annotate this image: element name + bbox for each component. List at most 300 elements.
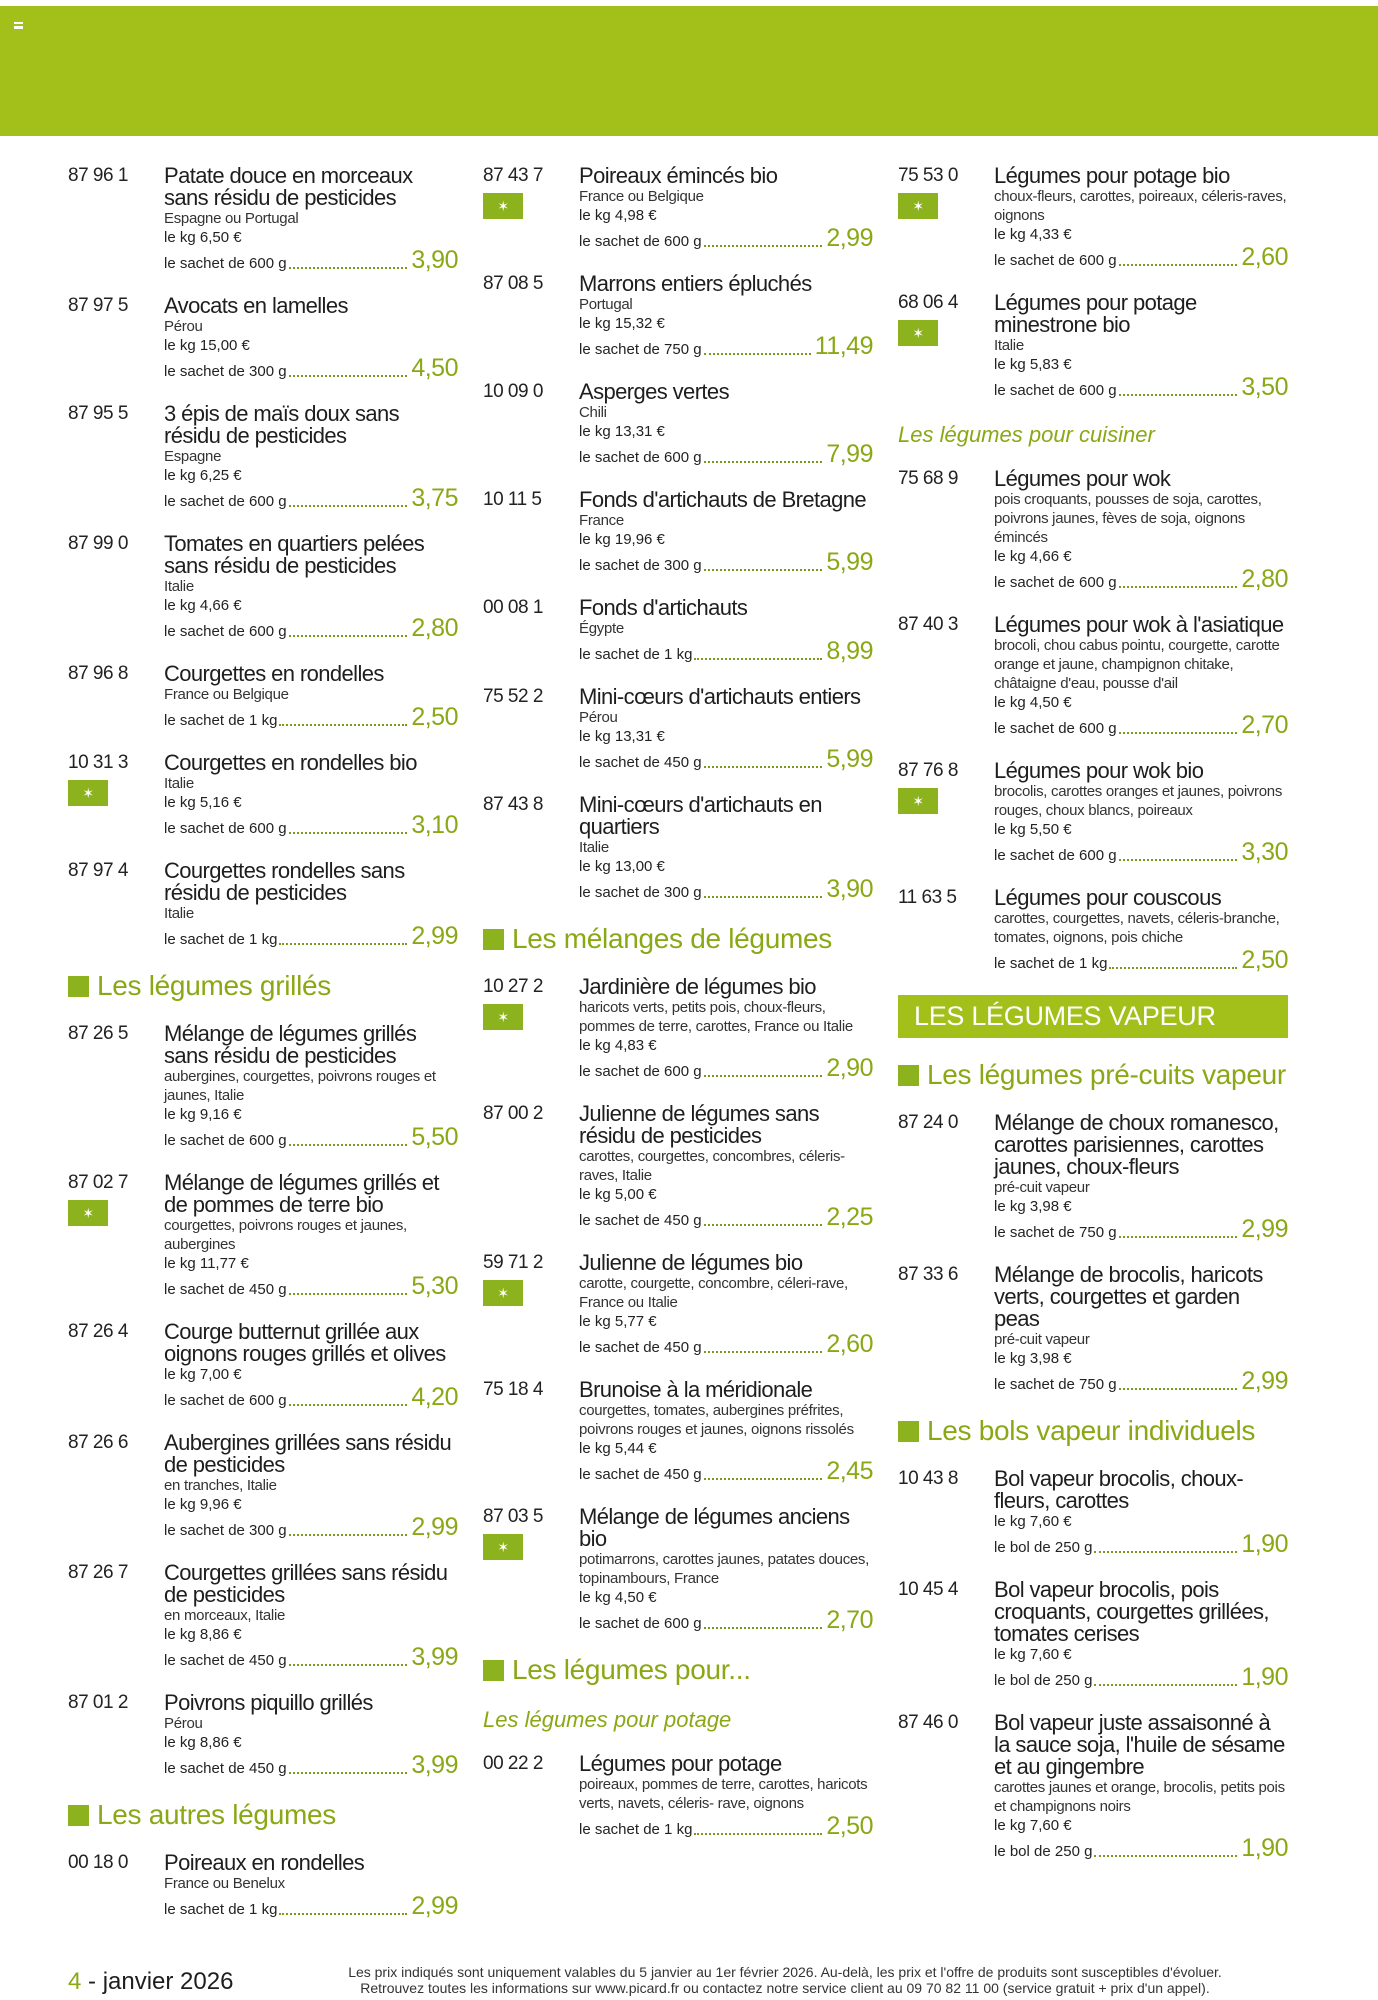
product-item[interactable]: [68, 1692, 458, 1778]
section-heading: [483, 924, 873, 954]
product-code-cell: [68, 1432, 164, 1540]
package-line: [164, 1514, 458, 1540]
product-name: Courgettes en rondelles: [164, 661, 384, 686]
package-line: [164, 247, 458, 273]
category-banner: LES LÉGUMES VAPEUR: [898, 995, 1288, 1038]
price-per-kg: le kg 9,16 €: [164, 1106, 242, 1123]
package-line: [164, 704, 458, 730]
price-per-kg: le kg 11,77 €: [164, 1255, 249, 1272]
price-per-kg: le kg 9,96 €: [164, 1496, 242, 1513]
product-info: [164, 1321, 458, 1410]
product-code: 87 40 3: [898, 614, 958, 635]
product-item[interactable]: [68, 1852, 458, 1919]
product-code: 10 27 2: [483, 976, 543, 997]
product-item[interactable]: [68, 403, 458, 511]
package-line: [164, 1124, 458, 1150]
package-line: [579, 549, 873, 575]
product-info: [994, 165, 1288, 270]
product-item[interactable]: [68, 752, 458, 838]
product-item[interactable]: [898, 887, 1288, 973]
product-price: 7,99: [826, 440, 873, 468]
dot-leader: [704, 569, 823, 571]
product-code-cell: [898, 292, 994, 400]
organic-label-icon: [898, 788, 938, 814]
product-code-cell: [898, 1468, 994, 1557]
package-size: le sachet de 1 kg: [579, 1821, 693, 1838]
product-name: Brunoise à la méridionale: [579, 1377, 813, 1402]
dot-leader: [704, 1224, 823, 1226]
dot-leader: [289, 1404, 408, 1406]
menu-icon[interactable]: [14, 22, 23, 29]
organic-label-icon: [898, 193, 938, 219]
dot-leader: [1119, 586, 1238, 588]
product-origin: Égypte: [579, 620, 624, 637]
product-info: [579, 1103, 873, 1230]
product-code-cell: [68, 295, 164, 381]
package-size: le bol de 250 g: [994, 1672, 1093, 1689]
product-code-cell: [483, 489, 579, 575]
product-code-cell: [68, 533, 164, 641]
package-size: le sachet de 600 g: [164, 623, 287, 640]
product-origin: France ou Belgique: [164, 686, 289, 703]
product-info: [164, 1023, 458, 1150]
product-name: Jardinière de légumes bio: [579, 974, 816, 999]
section-title: Les légumes grillés: [97, 970, 331, 1001]
product-code: 87 46 0: [898, 1712, 958, 1733]
product-price: 5,99: [826, 745, 873, 773]
product-code: 75 18 4: [483, 1379, 543, 1400]
package-line: [164, 1273, 458, 1299]
product-name: Courge butternut grillée aux oignons rouges grillés et olives: [164, 1319, 446, 1366]
price-per-kg: le kg 13,31 €: [579, 728, 665, 745]
product-code-cell: [898, 1264, 994, 1394]
product-origin: poireaux, pommes de terre, carottes, haricots verts, navets, céleris- rave, oignons: [579, 1776, 868, 1812]
product-name: Courgettes grillées sans résidu de pesticides: [164, 1560, 448, 1607]
product-info: [579, 381, 873, 467]
note-line-1: Les prix indiqués sont uniquement valables du 5 janvier au 1er février 2026. Au-delà, les prix et l'offre de produits sont susceptibles d'évoluer.: [348, 1964, 1222, 1980]
product-info: [579, 976, 873, 1081]
product-code: 87 02 7: [68, 1172, 128, 1193]
dot-leader: [279, 943, 407, 945]
product-name: Bol vapeur juste assaisonné à la sauce soja, l'huile de sésame et au gingembre: [994, 1710, 1285, 1779]
product-item[interactable]: [68, 1172, 458, 1299]
product-info: [579, 273, 873, 359]
product-code-cell: [483, 1103, 579, 1230]
package-line: [579, 638, 873, 664]
product-code-cell: [68, 165, 164, 273]
product-origin: brocoli, chou cabus pointu, courgette, carotte orange et jaune, champignon chitake, châtaigne d'eau, pousse d'ail: [994, 637, 1280, 692]
product-price: 11,49: [814, 332, 873, 360]
product-price: 2,99: [1241, 1215, 1288, 1243]
dot-leader: [1094, 1684, 1237, 1686]
product-code-cell: [898, 760, 994, 865]
product-code: 10 45 4: [898, 1579, 958, 1600]
product-origin: brocolis, carottes oranges et jaunes, poivrons rouges, choux blancs, poireaux: [994, 783, 1283, 819]
dot-leader: [279, 724, 407, 726]
product-item[interactable]: [483, 686, 873, 772]
product-code-cell: [898, 1712, 994, 1861]
product-code-cell: [898, 887, 994, 973]
dot-leader: [1119, 859, 1238, 861]
product-price: 2,70: [826, 1606, 873, 1634]
product-price: 3,90: [826, 875, 873, 903]
price-per-kg: le kg 8,86 €: [164, 1626, 242, 1643]
product-price: 2,99: [1241, 1367, 1288, 1395]
product-price: 2,99: [411, 1513, 458, 1541]
price-per-kg: le kg 4,83 €: [579, 1037, 657, 1054]
dot-leader: [279, 1913, 407, 1915]
product-origin: Pérou: [164, 1715, 203, 1732]
edition-date: - janvier 2026: [88, 1968, 234, 1995]
price-per-kg: le kg 8,86 €: [164, 1734, 242, 1751]
product-code: 10 43 8: [898, 1468, 958, 1489]
product-origin: courgettes, tomates, aubergines préfrites, poivrons rouges et jaunes, oignons rissolés: [579, 1402, 854, 1438]
product-item[interactable]: [68, 165, 458, 273]
package-size: le sachet de 750 g: [994, 1376, 1117, 1393]
package-line: [579, 1458, 873, 1484]
package-size: le sachet de 750 g: [579, 341, 702, 358]
product-price: 2,99: [826, 224, 873, 252]
price-per-kg: le kg 4,98 €: [579, 207, 657, 224]
section-heading: [898, 1416, 1288, 1446]
dot-leader: [1119, 732, 1238, 734]
product-item[interactable]: [483, 273, 873, 359]
price-per-kg: le kg 15,00 €: [164, 337, 250, 354]
product-code-cell: [898, 1112, 994, 1242]
product-code-cell: [483, 1379, 579, 1484]
package-line: [994, 244, 1288, 270]
product-name: Courgettes rondelles sans résidu de pesticides: [164, 858, 405, 905]
product-code-cell: [68, 752, 164, 838]
price-per-kg: le kg 7,60 €: [994, 1646, 1072, 1663]
product-origin: aubergines, courgettes, poivrons rouges et jaunes, Italie: [164, 1068, 436, 1104]
dot-leader: [704, 461, 823, 463]
price-per-kg: le kg 7,60 €: [994, 1513, 1072, 1530]
package-size: le sachet de 600 g: [994, 720, 1117, 737]
product-code-cell: [483, 381, 579, 467]
price-per-kg: le kg 5,00 €: [579, 1186, 657, 1203]
product-origin: Pérou: [164, 318, 203, 335]
package-size: le sachet de 600 g: [164, 820, 287, 837]
product-price: 2,25: [826, 1203, 873, 1231]
page-footer: [68, 1968, 233, 1996]
product-code-cell: [68, 1321, 164, 1410]
price-per-kg: le kg 3,98 €: [994, 1350, 1072, 1367]
package-size: le sachet de 600 g: [994, 847, 1117, 864]
section-square-icon: [898, 1421, 919, 1442]
product-origin: pré-cuit vapeur: [994, 1179, 1090, 1196]
package-size: le sachet de 450 g: [579, 1212, 702, 1229]
product-info: [579, 1753, 873, 1839]
dot-leader: [289, 1144, 408, 1146]
product-price: 2,99: [411, 922, 458, 950]
package-line: [579, 1331, 873, 1357]
product-info: [164, 752, 458, 838]
product-code-cell: [483, 794, 579, 902]
dot-leader: [694, 1833, 822, 1835]
product-info: [579, 489, 873, 575]
product-origin: Italie: [164, 905, 194, 922]
package-size: le bol de 250 g: [994, 1843, 1093, 1860]
product-item[interactable]: [68, 1023, 458, 1150]
price-per-kg: le kg 4,50 €: [994, 694, 1072, 711]
product-code: 87 96 1: [68, 165, 128, 186]
product-origin: en morceaux, Italie: [164, 1607, 286, 1624]
package-line: [579, 333, 873, 359]
product-price: 5,50: [411, 1123, 458, 1151]
product-code-cell: [68, 403, 164, 511]
product-code: 87 08 5: [483, 273, 543, 294]
product-name: Mélange de brocolis, haricots verts, courgettes et garden peas: [994, 1262, 1263, 1331]
product-code: 00 18 0: [68, 1852, 128, 1873]
product-code: 87 26 6: [68, 1432, 128, 1453]
product-item[interactable]: [483, 1252, 873, 1357]
product-price: 2,45: [826, 1457, 873, 1485]
package-size: le sachet de 600 g: [164, 1132, 287, 1149]
product-name: Courgettes en rondelles bio: [164, 750, 417, 775]
package-size: le sachet de 600 g: [579, 1063, 702, 1080]
dot-leader: [1119, 1236, 1238, 1238]
package-size: le sachet de 300 g: [164, 1522, 287, 1539]
product-item[interactable]: [483, 165, 873, 251]
product-origin: Italie: [579, 839, 609, 856]
product-item[interactable]: [898, 468, 1288, 592]
package-size: le sachet de 1 kg: [579, 646, 693, 663]
product-item[interactable]: [483, 1506, 873, 1633]
product-origin: en tranches, Italie: [164, 1477, 277, 1494]
dot-leader: [289, 1534, 408, 1536]
product-item[interactable]: [68, 1432, 458, 1540]
product-price: 1,90: [1241, 1834, 1288, 1862]
product-origin: Espagne: [164, 448, 222, 465]
package-size: le sachet de 450 g: [164, 1760, 287, 1777]
product-origin: Chili: [579, 404, 607, 421]
product-name: Légumes pour potage: [579, 1751, 782, 1776]
package-line: [164, 1644, 458, 1670]
section-heading: [483, 1655, 873, 1685]
product-item[interactable]: [898, 1712, 1288, 1861]
column-3: [898, 165, 1288, 1883]
header-banner: [0, 6, 1378, 136]
product-item[interactable]: [68, 663, 458, 730]
dot-leader: [704, 1478, 823, 1480]
package-line: [164, 923, 458, 949]
product-price: 3,99: [411, 1643, 458, 1671]
package-size: le sachet de 1 kg: [164, 712, 278, 729]
product-info: [164, 1432, 458, 1540]
product-item[interactable]: [68, 860, 458, 949]
product-code-cell: [483, 1753, 579, 1839]
product-item[interactable]: [898, 292, 1288, 400]
product-info: [579, 686, 873, 772]
product-name: Fonds d'artichauts de Bretagne: [579, 487, 867, 512]
product-item[interactable]: [483, 976, 873, 1081]
product-info: [579, 1252, 873, 1357]
product-name: Légumes pour wok: [994, 466, 1171, 491]
product-info: [164, 1852, 458, 1919]
note-line-2: Retrouvez toutes les informations sur www.picard.fr ou contactez notre service client au 09 70 82 11 00 (service gratuit + prix d'un appel).: [360, 1980, 1210, 1996]
product-info: [579, 1379, 873, 1484]
product-item[interactable]: [483, 794, 873, 902]
price-per-kg: le kg 5,16 €: [164, 794, 242, 811]
product-name: Légumes pour potage bio: [994, 163, 1230, 188]
product-info: [994, 1579, 1288, 1690]
product-code-cell: [898, 1579, 994, 1690]
product-code: 87 97 5: [68, 295, 128, 316]
package-size: le sachet de 750 g: [994, 1224, 1117, 1241]
section-title: Les légumes pré-cuits vapeur: [927, 1059, 1286, 1090]
section-heading: [68, 1800, 458, 1830]
product-item[interactable]: [68, 1321, 458, 1410]
dot-leader: [704, 353, 811, 355]
organic-label-icon: [483, 1004, 523, 1030]
product-origin: carottes, courgettes, navets, céleris-branche, tomates, oignons, pois chiche: [994, 910, 1280, 946]
package-line: [994, 1664, 1288, 1690]
price-per-kg: le kg 5,83 €: [994, 356, 1072, 373]
product-code: 10 09 0: [483, 381, 543, 402]
product-origin: Pérou: [579, 709, 618, 726]
product-item[interactable]: [68, 1562, 458, 1670]
product-code: 10 11 5: [483, 489, 542, 510]
product-code: 87 43 7: [483, 165, 543, 186]
product-item[interactable]: [68, 533, 458, 641]
product-price: 2,60: [826, 1330, 873, 1358]
section-square-icon: [68, 1805, 89, 1826]
price-per-kg: le kg 5,50 €: [994, 821, 1072, 838]
product-item[interactable]: [898, 614, 1288, 738]
package-line: [994, 1216, 1288, 1242]
price-per-kg: le kg 19,96 €: [579, 531, 665, 548]
product-origin: France: [579, 512, 624, 529]
package-size: le sachet de 1 kg: [994, 955, 1108, 972]
product-item[interactable]: [483, 381, 873, 467]
dot-leader: [1119, 264, 1238, 266]
product-name: Mélange de légumes grillés et de pommes de terre bio: [164, 1170, 439, 1217]
product-info: [994, 1468, 1288, 1557]
package-size: le sachet de 450 g: [579, 1339, 702, 1356]
column-2: [483, 165, 873, 1861]
organic-label-icon: [483, 1280, 523, 1306]
product-item[interactable]: [483, 597, 873, 664]
package-size: le sachet de 600 g: [994, 574, 1117, 591]
product-item[interactable]: [68, 295, 458, 381]
product-code-cell: [483, 165, 579, 251]
product-item[interactable]: [898, 760, 1288, 865]
product-name: Légumes pour couscous: [994, 885, 1222, 910]
organic-label-icon: [68, 780, 108, 806]
product-price: 2,60: [1241, 243, 1288, 271]
product-info: [164, 403, 458, 511]
product-item[interactable]: [483, 1103, 873, 1230]
product-info: [994, 614, 1288, 738]
product-name: Fonds d'artichauts: [579, 595, 748, 620]
section-title: Les légumes pour...: [512, 1654, 751, 1685]
product-name: Poireaux émincés bio: [579, 163, 778, 188]
subsection-title: Les légumes pour potage: [483, 1707, 732, 1732]
package-line: [579, 225, 873, 251]
product-code-cell: [483, 597, 579, 664]
section-heading: [68, 971, 458, 1001]
product-code: 87 26 5: [68, 1023, 128, 1044]
product-item[interactable]: [483, 489, 873, 575]
product-code: 87 99 0: [68, 533, 128, 554]
product-origin: choux-fleurs, carottes, poireaux, céleris-raves, oignons: [994, 188, 1287, 224]
product-code: 87 03 5: [483, 1506, 543, 1527]
product-code: 75 53 0: [898, 165, 958, 186]
product-origin: carotte, courgette, concombre, céleri-rave, France ou Italie: [579, 1275, 848, 1311]
dot-leader: [704, 896, 823, 898]
product-item[interactable]: [898, 1468, 1288, 1557]
dot-leader: [704, 1075, 823, 1077]
product-item[interactable]: [483, 1379, 873, 1484]
product-origin: courgettes, poivrons rouges et jaunes, aubergines: [164, 1217, 407, 1253]
product-item[interactable]: [898, 165, 1288, 270]
product-name: Légumes pour wok à l'asiatique: [994, 612, 1284, 637]
product-item[interactable]: [898, 1112, 1288, 1242]
package-line: [579, 1204, 873, 1230]
package-line: [164, 1752, 458, 1778]
product-price: 3,10: [411, 811, 458, 839]
package-size: le sachet de 300 g: [579, 884, 702, 901]
product-price: 2,99: [411, 1892, 458, 1920]
package-line: [164, 485, 458, 511]
product-code-cell: [898, 468, 994, 592]
package-size: le sachet de 600 g: [579, 449, 702, 466]
product-code: 87 01 2: [68, 1692, 128, 1713]
product-code: 87 97 4: [68, 860, 128, 881]
price-per-kg: le kg 4,66 €: [164, 597, 242, 614]
section-title: Les autres légumes: [97, 1799, 336, 1830]
product-code-cell: [68, 1023, 164, 1150]
price-per-kg: le kg 13,00 €: [579, 858, 665, 875]
product-code-cell: [68, 1562, 164, 1670]
organic-label-icon: [483, 1534, 523, 1560]
product-item[interactable]: [898, 1579, 1288, 1690]
product-origin: Italie: [164, 775, 194, 792]
product-code: 87 76 8: [898, 760, 958, 781]
package-line: [994, 1835, 1288, 1861]
dot-leader: [704, 1351, 823, 1353]
product-info: [164, 1562, 458, 1670]
product-name: Asperges vertes: [579, 379, 729, 404]
section-title: Les bols vapeur individuels: [927, 1415, 1256, 1446]
product-price: 3,50: [1241, 373, 1288, 401]
package-size: le sachet de 600 g: [579, 233, 702, 250]
package-line: [579, 441, 873, 467]
product-name: Mélange de légumes grillés sans résidu de pesticides: [164, 1021, 417, 1068]
product-item[interactable]: [483, 1753, 873, 1839]
product-name: Bol vapeur brocolis, pois croquants, courgettes grillées, tomates cerises: [994, 1577, 1269, 1646]
price-per-kg: le kg 13,31 €: [579, 423, 665, 440]
product-info: [994, 1112, 1288, 1242]
product-price: 2,90: [826, 1054, 873, 1082]
product-name: Mini-cœurs d'artichauts en quartiers: [579, 792, 822, 839]
product-code: 87 00 2: [483, 1103, 543, 1124]
product-origin: haricots verts, petits pois, choux-fleurs, pommes de terre, carottes, France ou Italie: [579, 999, 853, 1035]
dot-leader: [289, 375, 408, 377]
product-info: [579, 597, 873, 664]
product-info: [994, 1712, 1288, 1861]
package-line: [164, 355, 458, 381]
product-item[interactable]: [898, 1264, 1288, 1394]
dot-leader: [704, 1627, 823, 1629]
product-price: 1,90: [1241, 1530, 1288, 1558]
page-number: 4: [68, 1968, 82, 1995]
product-code: 68 06 4: [898, 292, 958, 313]
product-origin: Italie: [994, 337, 1024, 354]
dot-leader: [289, 1772, 408, 1774]
dot-leader: [1119, 394, 1238, 396]
